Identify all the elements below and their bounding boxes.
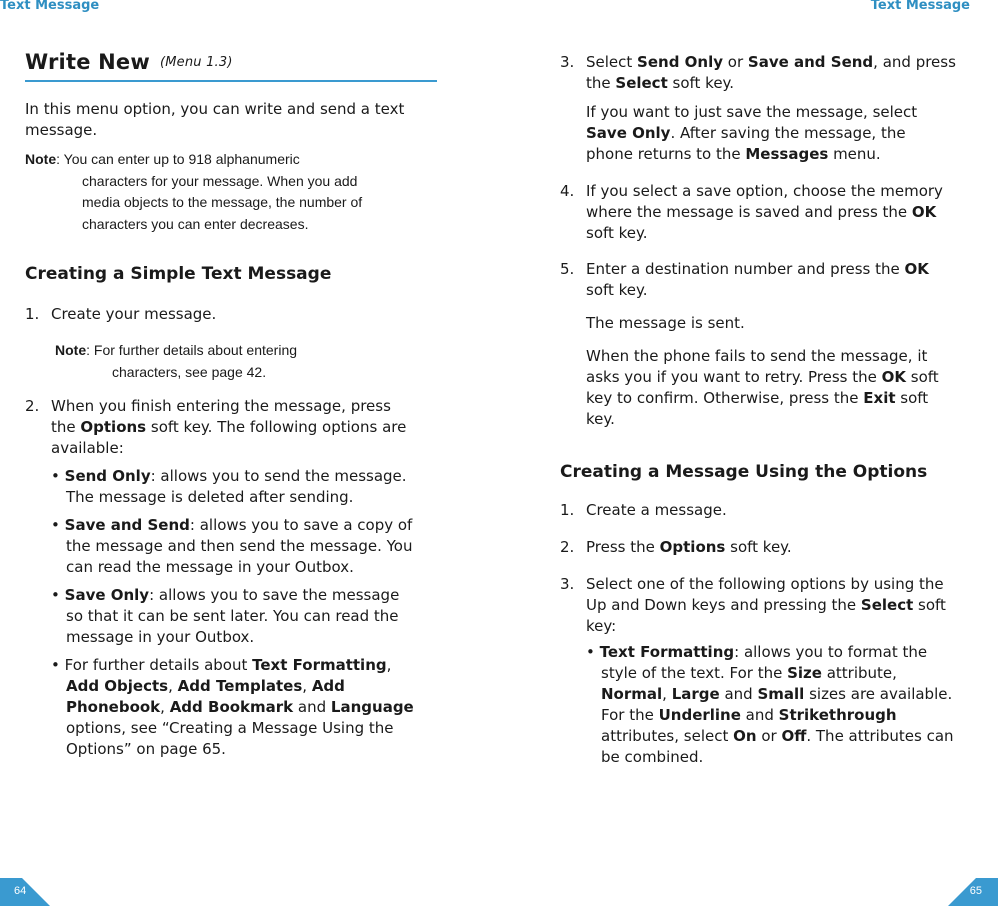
menu-reference: (Menu 1.3) [159, 55, 233, 70]
note-block: Note: You can enter up to 918 alphanumeric characters for your message. When you add media objects to the message, the number of characters you can enter decreases. [25, 151, 363, 232]
step-1-note: Note: For further details about entering characters, see page 42. [55, 342, 298, 380]
running-header: Text Message [870, 0, 970, 13]
title-underline [25, 80, 437, 82]
intro-paragraph: In this menu option, you can write and send a text message. [25, 100, 405, 139]
running-header: Text Message [0, 0, 100, 13]
opt-step-2: 2. Press the Options soft key. [560, 538, 792, 556]
title-text: Write New [25, 50, 150, 74]
bullet-save-and-send: • Save and Send: allows you to save a copy of the message and then send the message. You can read the message in your Outbox. [51, 516, 413, 576]
page-number: 65 [969, 885, 982, 897]
section-heading: Creating a Simple Text Message [25, 264, 332, 284]
step-2: 2. When you finish entering the message, press the Options soft key. The following options are available: [25, 397, 407, 457]
sent-text: The message is sent. [586, 314, 745, 332]
right-page [499, 0, 998, 906]
step-3: 3. Select Send Only or Save and Send, and press the Select soft key. [560, 53, 956, 92]
bullet-send-only: • Send Only: allows you to send the message. The message is deleted after sending. [51, 467, 407, 506]
step-5: 5. Enter a destination number and press the OK soft key. [560, 260, 929, 299]
step-1: 1. Create your message. [25, 305, 217, 323]
note-label: Note [55, 342, 87, 358]
section-heading: Creating a Message Using the Options [560, 462, 928, 482]
bullet-further-details: • For further details about Text Formatting, Add Objects, Add Templates, Add Phonebook, Add Bookmark and Language options, see “Creating a Message Using the Options” on page 65. [51, 656, 414, 758]
bullet-text-formatting: • Text Formatting: allows you to format the style of the text. For the Size attribute, Normal, Large and Small sizes are available. For the Underline and Strikethrough attributes, select On or Off. The attributes can be combined. [586, 643, 954, 766]
note-label: Note [25, 151, 57, 167]
bullet-save-only: • Save Only: allows you to save the message so that it can be sent later. You can read the message in your Outbox. [51, 586, 400, 646]
page-number: 64 [14, 885, 27, 897]
fail-paragraph: When the phone fails to send the message, it asks you if you want to retry. Press the OK soft key to confirm. Otherwise, press the Exit soft key. [586, 347, 939, 428]
opt-step-1: 1. Create a message. [560, 501, 727, 519]
step-4: 4. If you select a save option, choose the memory where the message is saved and press the OK soft key. [560, 182, 943, 242]
save-only-paragraph: If you want to just save the message, select Save Only. After saving the message, the phone returns to the Messages menu. [586, 103, 918, 163]
page-title [25, 50, 233, 74]
opt-step-3: 3. Select one of the following options by using the Up and Down keys and pressing the Select soft key: [560, 575, 946, 635]
